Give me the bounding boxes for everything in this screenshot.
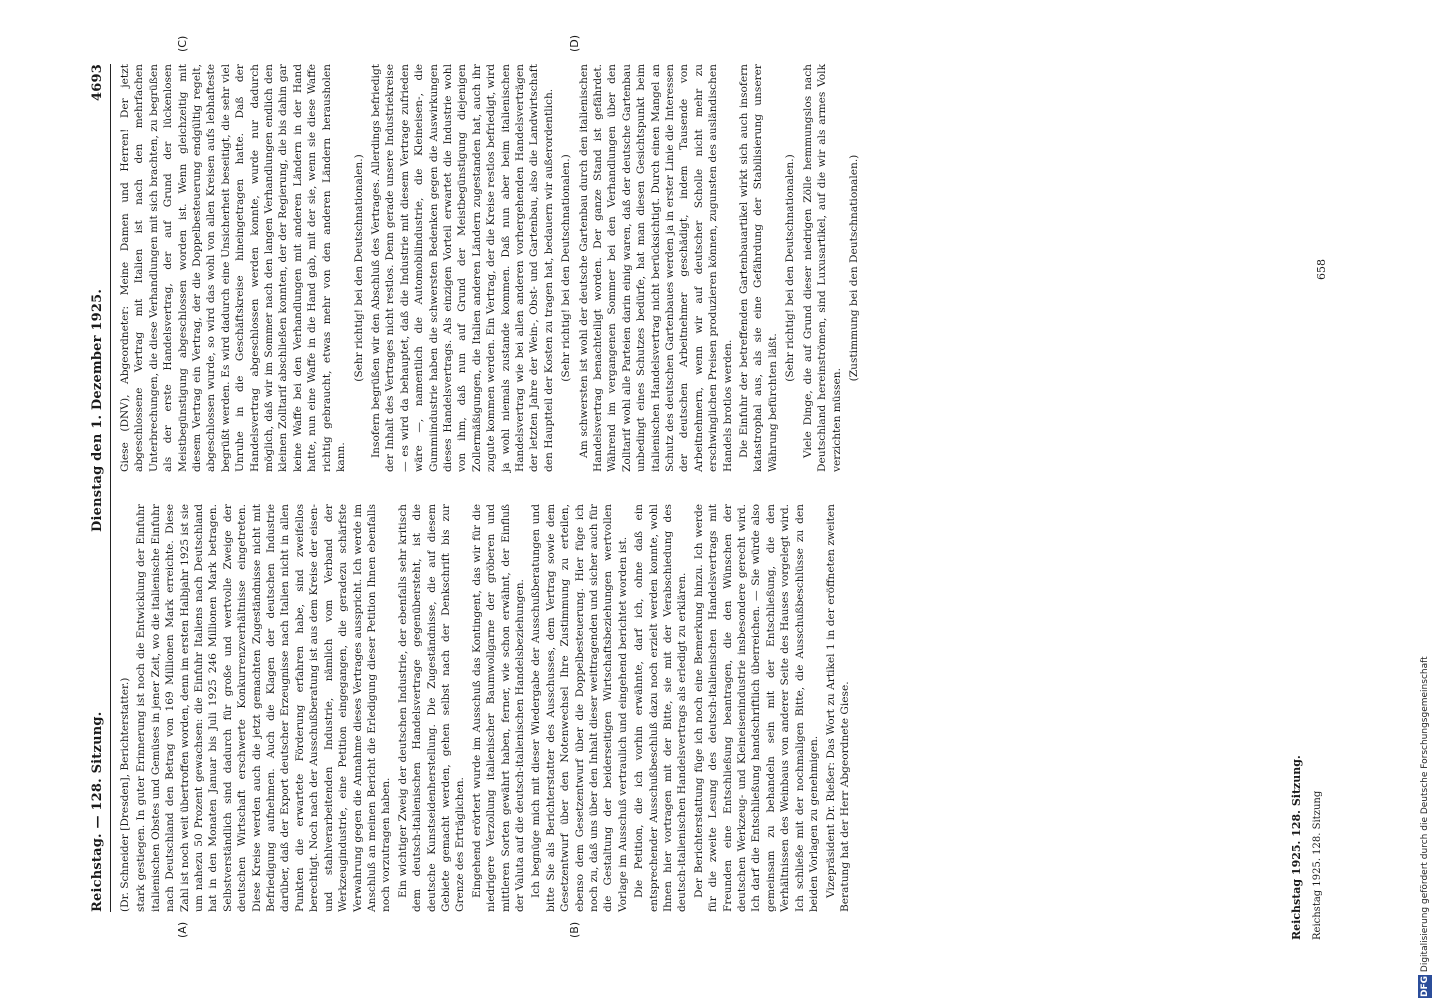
margin-mark-c: (C) xyxy=(176,35,189,52)
paragraph: Die Petition, die ich vorhin erwähnte, darf ich, ohne daß ein entsprechender Ausschußbeschluß dazu noch erzielt werden konnte, wohl Ihnen hier vortragen mit der Bitte, sie mit der Verabschiedung des deutsch-italienischen Handelsvertrags als erledigt zu erklären. xyxy=(633,504,689,912)
paragraph: Viele Dinge, die auf Grund dieser niedrigen Zölle hemmungslos nach Deutschland hereinströmen, sind Luxusartikel, auf die wir als armes Volk verzichten müssen. xyxy=(801,64,843,472)
dfg-logo-icon: DFG xyxy=(1420,975,1430,997)
page-number: 4693 xyxy=(90,64,105,101)
bottom-line: Reichstag 1925. 128. Sitzung xyxy=(1312,790,1323,940)
margin-mark-b: (B) xyxy=(568,921,581,938)
paragraph: Giese (DNV), Abgeordneter: Meine Damen und Herren! Der jetzt abgeschlossene Vertrag mit Italien ist nach den mehrfachen Unterbrechungen, die diese Verhandlungen mit sich brachten, zu begrüßen als der erste Handelsvertrag, der auf Grund der lückenlosen Meistbegünstigung abgeschlossen worden ist. Wenn gleichzeitig mit diesem Vertrag ein Vertrag, der die Doppelbesteuerung endgültig regelt, abgeschlossen wurde, so wird das wohl von allen Kreisen aufs lebhafteste begrüßt werden. Es wird dadurch eine Unsicherheit beseitigt, die sehr viel Unruhe in die Geschäftskreise hineingetragen hatte. Daß der Handelsvertrag abgeschlossen werden konnte, wurde nur dadurch möglich, daß wir im Sommer nach den langen Verhandlungen endlich den kleinen Zolltarif abschließen konnten, der der Regierung, die bis dahin gar keine Waffe bei den Verhandlungen mit anderen Ländern in der Hand hatte, nun eine Waffe in die Hand gab, mit der sie, wenn sie diese Waffe richtig gebraucht, etwas mehr von den anderen Ländern herausholen kann. xyxy=(119,64,348,472)
speaker-line: (Dr. Schneider [Dresden], Berichterstatter.) xyxy=(119,677,131,912)
paragraph: Eingehend erörtert wurde im Ausschuß das Kontingent, das wir für die niedrigere Verzollung italienischer Baumwollgarne der gröberen und mittleren Sorten gewährt haben, ferner, wie schon erwähnt, der Einfluß der Valuta auf die deutsch-italienischen Handelsbeziehungen. xyxy=(470,504,526,912)
paragraph: Die Einfuhr der betreffenden Gartenbauartikel wirkt sich auch insofern katastrophal aus, als sie eine Gefährdung der Stabilisierung unserer Währung befürchten läßt. xyxy=(738,64,779,472)
header-date: Dienstag den 1. Dezember 1925. xyxy=(90,288,105,532)
signature-line: Reichstag 1925. 128. Sitzung. xyxy=(1290,755,1303,940)
dfg-note-text: Digitalisierung gefördert durch die Deutsche Forschungsgemeinschaft xyxy=(1420,656,1430,973)
running-header xyxy=(88,64,111,912)
paragraph: Der Berichterstattung füge ich noch eine Bemerkung hinzu. Ich werde für die zweite Lesung des deutsch-italienischen Handelsvertrags mit Freunden eine Entschließung beantragen, die den Wünschen der deutschen Werkzeug- und Kleineisenindustrie insbesondere gerecht wird. Ich darf die Entschließung handschriftlich überreichen. — Sie würde also gemeinsam zu behandeln sein mit der Entschließung, die den Verhältnissen des Weinbaus von anderer Seite des Hauses vorgelegt wird. Ich schließe mit der nochmaligen Bitte, die Ausschußbeschlüsse zu den beiden Vorlagen zu genehmigen. xyxy=(692,504,821,912)
interjection: (Sehr richtig! bei den Deutschnationalen.) xyxy=(784,154,797,382)
paragraph: Vizepräsident Dr. Rießer: Das Wort zu Artikel 1 in der eröffneten zweiten Beratung hat der Herr Abgeordnete Giese. xyxy=(824,504,851,912)
left-column xyxy=(118,504,918,912)
interjection: (Zustimmung bei den Deutschnationalen.) xyxy=(847,154,860,382)
paragraph: Insofern begrüßen wir den Abschluß des Vertrages. Allerdings befriedigt der Inhalt des Vertrages nicht restlos. Denn gerade unsere Industriekreise — es wird da behauptet, daß die Industrie mit diesem Vertrage zufrieden wäre —, namentlich die Automobilindustrie, die Kleineisen-, die Gummiindustrie haben die schwersten Bedenken gegen die Auswirkungen dieses Handelsvertrags. Als einzigen Vorteil erwartet die Industrie wohl von ihm, daß nun auf Grund der Meistbegünstigung diejenigen Zollermäßigungen, die Italien anderen Ländern zugestanden hat, auch ihr zugute kommen werden. Ein Vertrag, der die Kreise restlos befriedigt, wird ja wohl niemals zustande kommen. Daß nun aber beim italienischen Handelsvertrag wie bei allen anderen vorhergehenden Handelsverträgen der letzten Jahre der Wein-, Obst- und Gartenbau, also die Landwirtschaft den Hauptteil der Kosten zu tragen hat, bedauern wir außerordentlich. xyxy=(369,64,555,472)
paragraph: Ein wichtiger Zweig der deutschen Industrie, der ebenfalls sehr kritisch dem deutsch-italienischen Handelsvertrage gegenübersteht, ist die deutsche Kunstseidenherstellung. Die Zugeständnisse, die auf diesem Gebiete gemacht werden, gehen selbst nach der Denkschrift bis zur Grenze des Erträglichen. xyxy=(396,504,467,912)
interjection: (Sehr richtig! bei den Deutschnationalen.) xyxy=(560,154,573,382)
dfg-note xyxy=(1418,8,1432,998)
paragraph: stark gestiegen. In guter Erinnerung ist noch die Entwicklung der Einfuhr italienischen Obstes und Gemüses in jener Zeit, wo die italienische Einfuhr nach Deutschland den Betrag von 169 Millionen Mark erreichte. Diese Zahl ist noch weit übertroffen worden, denn im ersten Halbjahr 1925 ist sie um nahezu 50 Prozent gewachsen: die Einfuhr Italiens nach Deutschland hat in den Monaten Januar bis Juli 1925 246 Millionen Mark betragen. Selbstverständlich sind dadurch für große und wertvolle Zweige der deutschen Wirtschaft erschwerte Konkurrenzverhältnisse eingetreten. Diese Kreise werden auch die jetzt gemachten Zugeständnisse nicht mit Befriedigung aufnehmen. Auch die Klagen der deutschen Industrie darüber, daß der Export deutscher Erzeugnisse nach Italien nicht in allen Punkten die erwartete Förderung erfahren habe, sind zweifellos berechtigt. Noch nach der Ausschußberatung ist aus dem Kreise der eisen- und stahlverarbeitenden Industrie, nämlich vom Verband der Werkzeugindustrie, eine Petition eingegangen, die geradezu schärfste Verwahrung gegen die Annahme dieses Vertrages ausspricht. Ich werde im Anschluß an meinen Bericht die Erledigung dieser Petition Ihnen ebenfalls noch vorzutragen haben. xyxy=(135,504,393,912)
right-column xyxy=(118,64,860,472)
interjection: (Sehr richtig! bei den Deutschnationalen.) xyxy=(352,154,365,382)
paragraph: Am schwersten ist wohl der deutsche Gartenbau durch den italienischen Handelsvertrag benachteiligt worden. Der ganze Stand ist gefährdet. Während im vergangenen Sommer bei den Verhandlungen über den Zolltarif wohl alle Parteien darin einig waren, daß der deutsche Gartenbau unbedingt eines Schutzes bedürfe, hat man diesen Gesichtspunkt beim italienischen Handelsvertrag nicht berücksichtigt. Durch einen Mangel an Schutz des deutschen Gartenbaues werden ja in erster Linie die Interessen der deutschen Arbeitnehmer geschädigt, indem Tausende von Arbeitnehmern, wenn wir auf deutscher Scholle nicht mehr zu erschwinglichen Preisen produzieren können, zugunsten des ausländischen Handels brotlos werden. xyxy=(577,64,734,472)
margin-mark-a: (A) xyxy=(176,921,189,938)
margin-mark-d: (D) xyxy=(568,34,581,52)
paragraph: Ich begnüge mich mit dieser Wiedergabe der Ausschußberatungen und bitte Sie als Berichterstatter des Ausschusses, dem Vertrag sowie dem Gesetzentwurf über den Notenwechsel Ihre Zustimmung zu erteilen, ebenso dem Gesetzentwurf über die Doppelbesteuerung. Hier füge ich noch zu, daß uns über den Inhalt dieser weittragenden und sicher auch für die Gestaltung der beiderseitigen Wirtschaftsbeziehungen wertvollen Vorlage im Ausschuß vertraulich und eingehend berichtet worden ist. xyxy=(530,504,629,912)
sheet-number: 658 xyxy=(1315,259,1328,280)
header-left: Reichstag. — 128. Sitzung. xyxy=(90,711,105,912)
